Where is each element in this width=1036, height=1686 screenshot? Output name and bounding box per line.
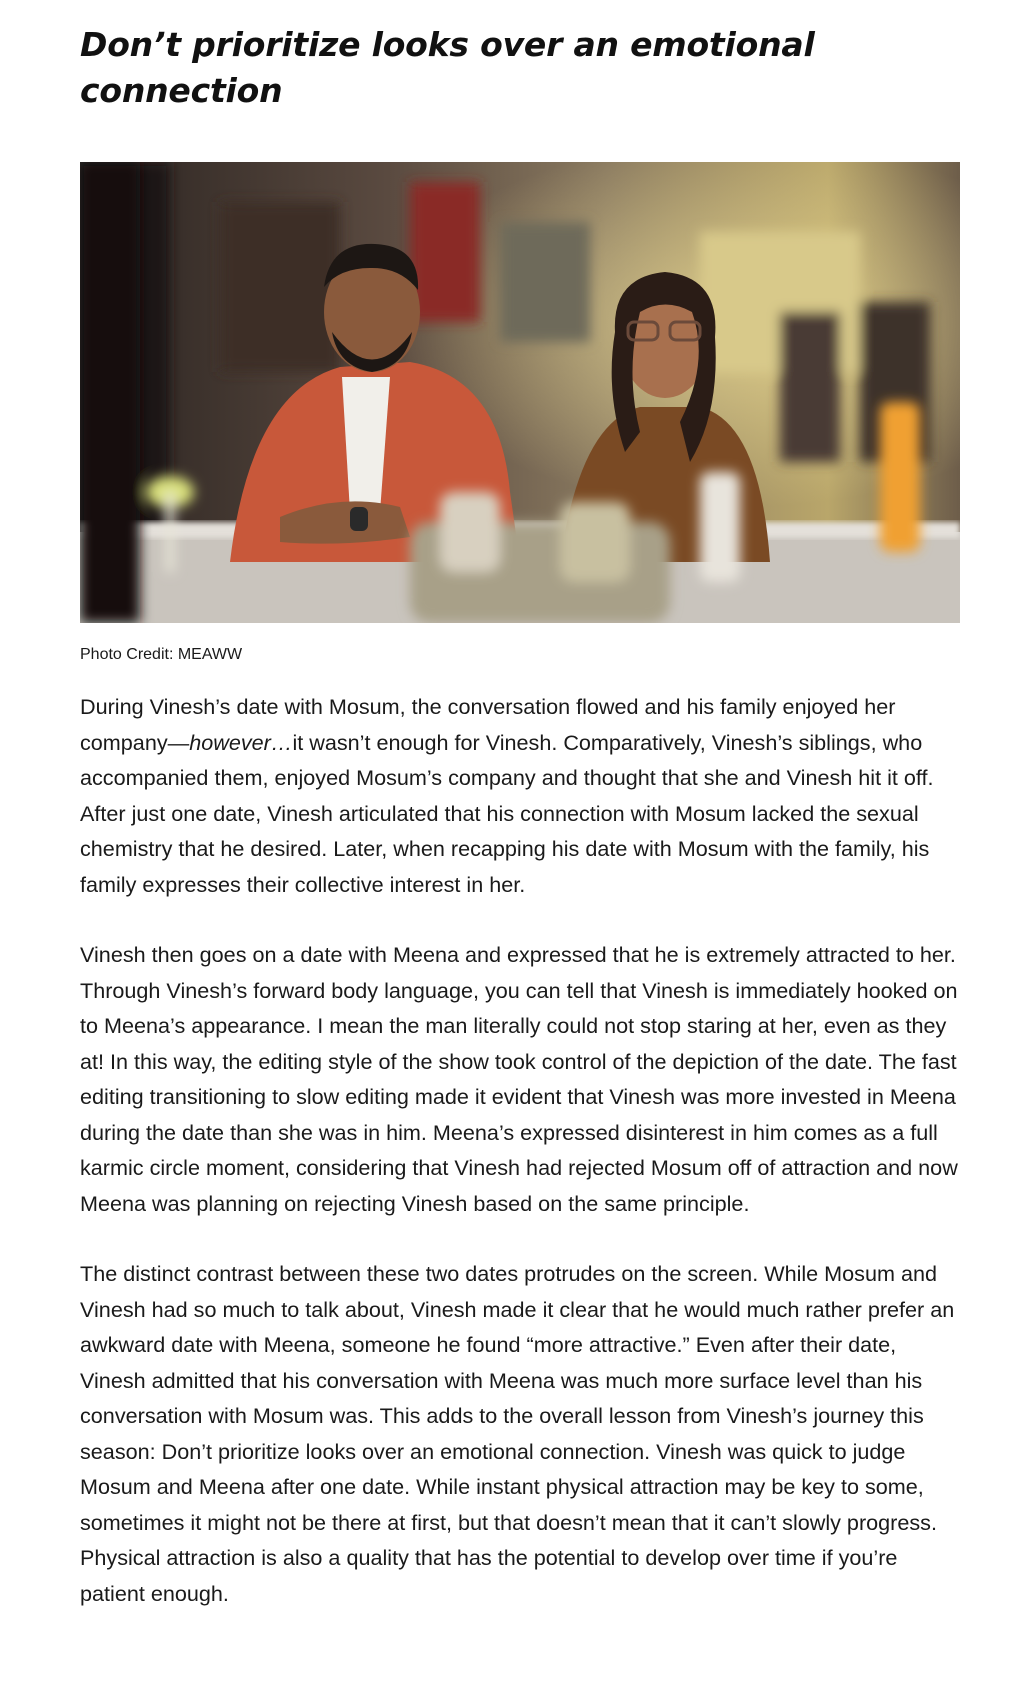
article-paragraph-1 (80, 689, 960, 902)
photo-illustration (80, 162, 960, 623)
photo-credit: Photo Credit: MEAWW (80, 646, 243, 663)
paragraph-1-italic: however… (189, 729, 293, 755)
article-photo (80, 162, 960, 623)
article-headline: Don’t prioritize looks over an emotional connection (80, 25, 815, 110)
paragraph-1-text-b: it wasn’t enough for Vinesh. Comparatively, Vinesh’s siblings, who accompanied them, enjoyed Mosum’s company and thought that she and Vinesh hit it off. After just one date, Vinesh articulated that his connection with Mosum lacked the sexual chemistry that he desired. Later, when recapping his date with Mosum with the family, his family expresses their collective interest in her. (80, 729, 934, 897)
paragraph-1-text-a: During Vinesh’s date with Mosum, the conversation flowed and his family enjoyed her company— (80, 694, 896, 755)
article (80, 22, 960, 1611)
article-paragraph-3: The distinct contrast between these two dates protrudes on the screen. While Mosum and Vinesh had so much to talk about, Vinesh made it clear that he would much rather prefer an awkward date with Meena, someone he found “more attractive.” Even after their date, Vinesh admitted that his conversation with Meena was much more surface level than his conversation with Mosum was. This adds to the overall lesson from Vinesh’s journey this season: Don’t prioritize looks over an emotional connection. Vinesh was quick to judge Mosum and Meena after one date. While instant physical attraction may be key to some, sometimes it might not be there at first, but that doesn’t mean that it can’t slowly progress. Physical attraction is also a quality that has the potential to develop over time if you’re patient enough. (80, 1261, 955, 1606)
article-paragraph-2: Vinesh then goes on a date with Meena and expressed that he is extremely attracted to her. Through Vinesh’s forward body language, you can tell that Vinesh is immediately hooked on to Meena’s appearance. I mean the man literally could not stop staring at her, even as they at! In this way, the editing style of the show took control of the depiction of the date. The fast editing transitioning to slow editing made it evident that Vinesh was more invested in Meena during the date than she was in him. Meena’s expressed disinterest in him comes as a full karmic circle moment, considering that Vinesh had rejected Mosum off of attraction and now Meena was planning on rejecting Vinesh based on the same principle. (80, 942, 958, 1216)
